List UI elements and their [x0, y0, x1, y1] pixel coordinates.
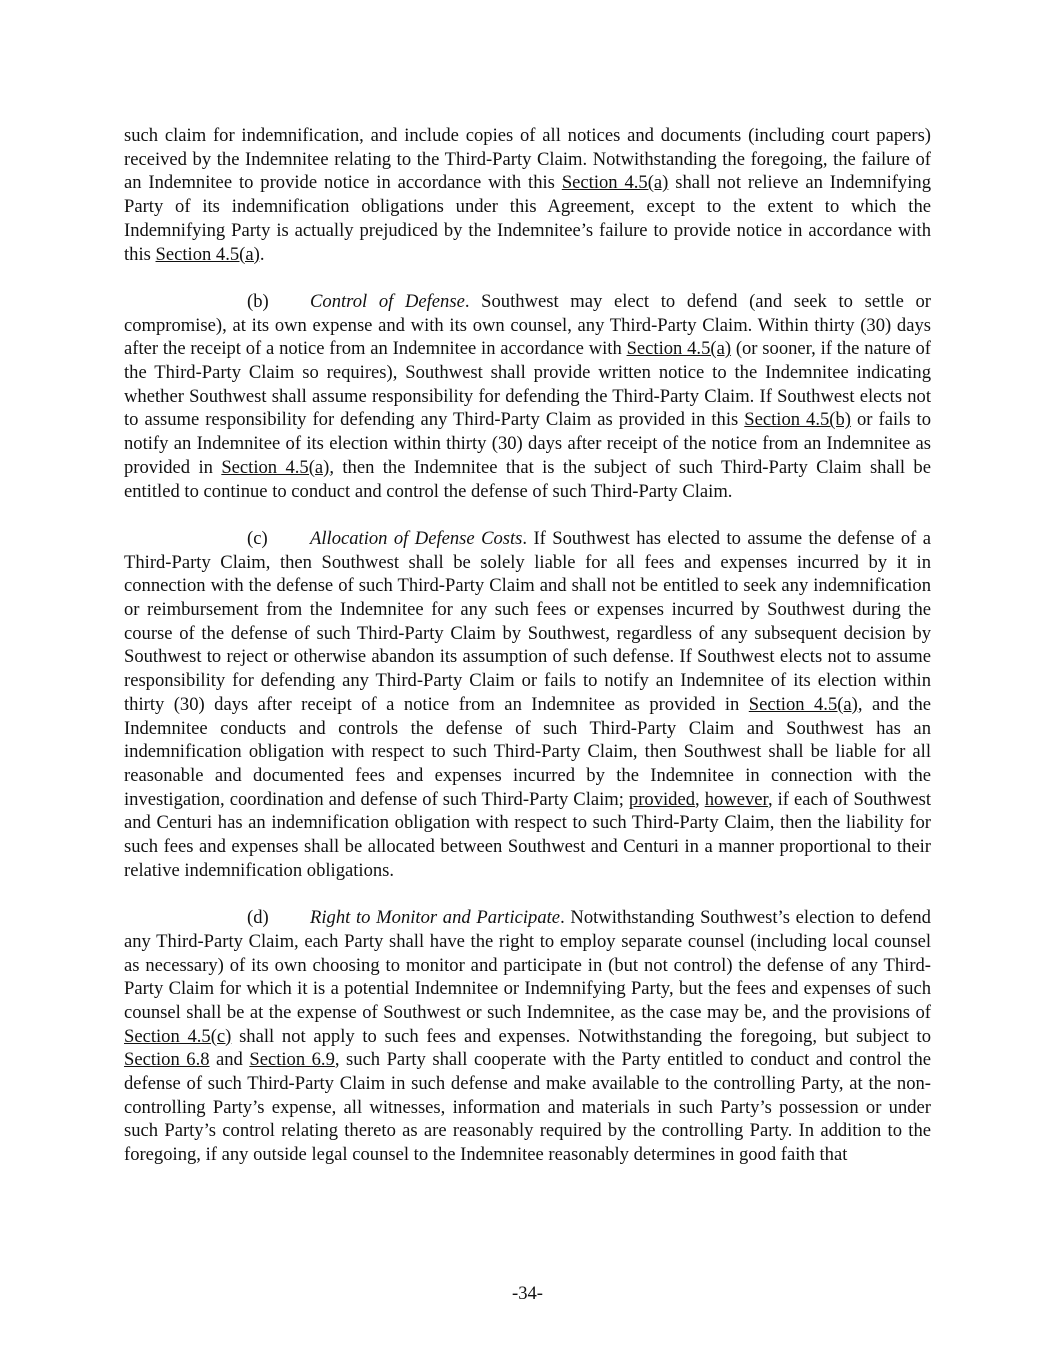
- clause-label: (c): [247, 527, 268, 549]
- section-reference: Section 4.5(a): [221, 456, 330, 478]
- section-reference: Section 4.5(c): [124, 1025, 232, 1047]
- paragraph-right-to-monitor: (d) Right to Monitor and Participate. Notwithstanding Southwest’s election to defend any Third-Party Claim, each Party shall have the right to employ separate counsel (including local counsel as necessary) of its own choosing to monitor and participate in (but not control) the defense of any Third-Party Claim for which it is a potential Indemnitee or Indemnifying Party, but the fees and expenses of such counsel shall be at the expense of Southwest or such Indemnitee, as the case may be, and the provisions of Section 4.5(c) shall not apply to such fees and expenses. Notwithstanding the foregoing, but subject to Section 6.8 and Section 6.9, such Party shall cooperate with the Party entitled to conduct and control the defense of such Third-Party Claim in such defense and make available to the controlling Party, at the non-controlling Party’s expense, all witnesses, information and materials in such Party’s possession or under such Party’s control relating thereto as are reasonably required by the controlling Party. In addition to the foregoing, if any outside legal counsel to the Indemnitee reasonably determines in good faith that: [124, 907, 931, 1166]
- paragraph-allocation-of-defense-costs: (c) Allocation of Defense Costs. If Southwest has elected to assume the defense of a Third-Party Claim, then Southwest shall be solely liable for all fees and expenses incurred by it in connection with the defense of such Third-Party Claim and shall not be entitled to seek any indemnification or reimbursement from the Indemnitee for any such fees or expenses incurred by Southwest during the course of the defense of such Third-Party Claim by Southwest, regardless of any subsequent decision by Southwest to reject or otherwise abandon its assumption of such defense. If Southwest elects not to assume responsibility for defending any Third-Party Claim or fails to notify an Indemnitee of its election within thirty (30) days after receipt of a notice from an Indemnitee as provided in Section 4.5(a), and the Indemnitee conducts and controls the defense of such Third-Party Claim and Southwest has an indemnification obligation with respect to such Third-Party Claim, then Southwest shall be liable for all reasonable and documented fees and expenses incurred by the Indemnitee in connection with the investigation, coordination and defense of such Third-Party Claim; provided, however, if each of Southwest and Centuri has an indemnification obligation with respect to such Third-Party Claim, then the liability for such fees and expenses shall be allocated between Southwest and Centuri in a manner proportional to their relative indemnification obligations.: [124, 527, 932, 881]
- clause-label: (b): [247, 290, 269, 312]
- section-reference: Section 4.5(a): [561, 172, 669, 194]
- clause-heading: Control of Defense: [310, 290, 465, 312]
- section-reference: Section 4.5(a): [155, 243, 260, 265]
- clause-heading: Allocation of Defense Costs: [310, 527, 523, 549]
- page-number: -34-: [512, 1283, 543, 1304]
- underlined-term: provided: [628, 788, 696, 810]
- section-reference: Section 4.5(a): [626, 338, 732, 360]
- section-reference: Section 6.9: [249, 1049, 335, 1071]
- section-reference: Section 4.5(b): [744, 409, 851, 431]
- paragraph-control-of-defense: (b) Control of Defense. Southwest may elect to defend (and seek to settle or compromise), at its own expense and with its own counsel, any Third-Party Claim. Within thirty (30) days after the receipt of a notice from an Indemnitee in accordance with Section 4.5(a) (or sooner, if the nature of the Third-Party Claim so requires), Southwest shall provide written notice to the Indemnitee indicating whether Southwest shall assume responsibility for defending the Third-Party Claim. If Southwest elects not to assume responsibility for defending any Third-Party Claim as provided in this Section 4.5(b) or fails to notify an Indemnitee of its election within thirty (30) days after receipt of the notice from an Indemnitee as provided in Section 4.5(a), then the Indemnitee that is the subject of such Third-Party Claim shall be entitled to continue to conduct and control the defense of such Third-Party Claim.: [124, 290, 931, 502]
- section-reference: Section 4.5(a): [748, 693, 858, 715]
- clause-label: (d): [247, 907, 269, 929]
- section-reference: Section 6.8: [124, 1049, 210, 1071]
- paragraph-notice: such claim for indemnification, and include copies of all notices and documents (including court papers) received by the Indemnitee relating to the Third-Party Claim. Notwithstanding the foregoing, the failure of an Indemnitee to provide notice in accordance with this Section 4.5(a) shall not relieve an Indemnifying Party of its indemnification obligations under this Agreement, except to the extent to which the Indemnifying Party is actually prejudiced by the Indemnitee’s failure to provide notice in accordance with this Section 4.5(a).: [124, 125, 931, 265]
- clause-heading: Right to Monitor and Participate: [310, 907, 561, 929]
- document-page: [124, 124, 931, 1191]
- underlined-term: however: [704, 788, 768, 810]
